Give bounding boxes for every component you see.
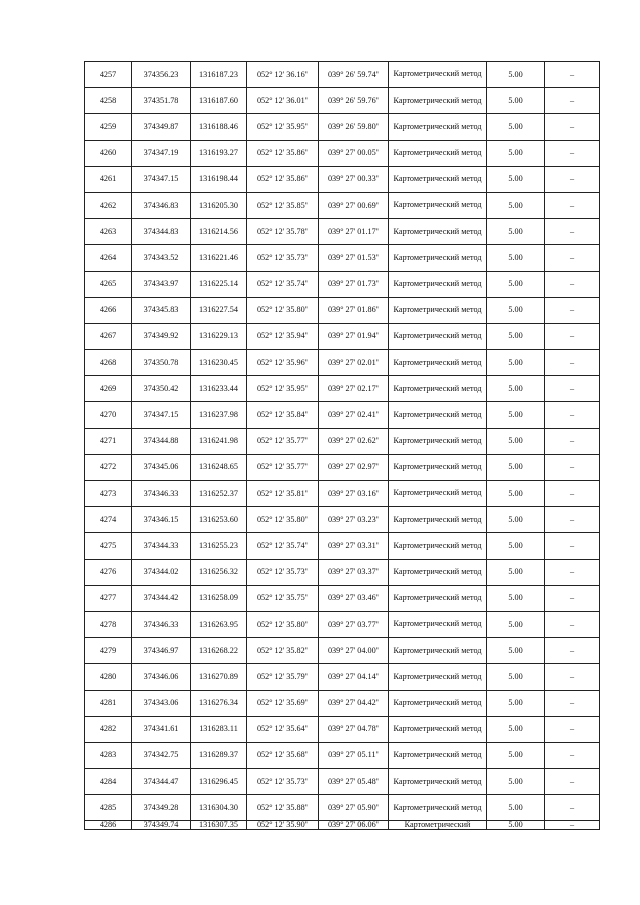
cell-x-coordinate: 374344.02 [132,559,191,585]
table-row [85,297,600,323]
cell-method: Картометрический метод [389,245,487,271]
table-row [85,690,600,716]
cell-note: – [545,219,600,245]
cell-latitude: 052° 12' 35.68" [247,742,319,768]
cell-accuracy: 5.00 [487,114,545,140]
cell-point-number: 4259 [85,114,132,140]
cell-point-number: 4283 [85,742,132,768]
cell-method: Картометрический метод [389,507,487,533]
cell-note: – [545,690,600,716]
cell-latitude: 052° 12' 35.82" [247,638,319,664]
cell-longitude: 039° 27' 03.37" [319,559,389,585]
table-row [85,559,600,585]
cell-x-coordinate: 374345.83 [132,297,191,323]
cell-method: Картометрический метод [389,192,487,218]
cell-longitude: 039° 27' 03.46" [319,585,389,611]
cell-y-coordinate: 1316198.44 [191,166,247,192]
cell-method: Картометрический метод [389,62,487,88]
table-row [85,716,600,742]
cell-note: – [545,297,600,323]
cell-method: Картометрический метод [389,88,487,114]
table-row [85,481,600,507]
cell-latitude: 052° 12' 35.74" [247,533,319,559]
cell-point-number: 4282 [85,716,132,742]
cell-point-number: 4279 [85,638,132,664]
cell-latitude: 052° 12' 35.80" [247,611,319,637]
cell-latitude: 052° 12' 35.75" [247,585,319,611]
cell-y-coordinate: 1316296.45 [191,769,247,795]
cell-method: Картометрический метод [389,795,487,821]
cell-accuracy: 5.00 [487,821,545,830]
cell-longitude: 039° 27' 02.17" [319,376,389,402]
cell-x-coordinate: 374346.33 [132,611,191,637]
cell-longitude: 039° 27' 01.17" [319,219,389,245]
cell-latitude: 052° 12' 35.73" [247,559,319,585]
table-row [85,454,600,480]
cell-y-coordinate: 1316188.46 [191,114,247,140]
cell-note: – [545,245,600,271]
cell-method: Картометрический метод [389,402,487,428]
cell-accuracy: 5.00 [487,638,545,664]
table-row [85,402,600,428]
cell-longitude: 039° 27' 03.77" [319,611,389,637]
cell-latitude: 052° 12' 35.88" [247,795,319,821]
cell-y-coordinate: 1316193.27 [191,140,247,166]
cell-x-coordinate: 374351.78 [132,88,191,114]
cell-longitude: 039° 27' 01.53" [319,245,389,271]
cell-accuracy: 5.00 [487,245,545,271]
cell-x-coordinate: 374349.28 [132,795,191,821]
cell-y-coordinate: 1316241.98 [191,428,247,454]
cell-note: – [545,323,600,349]
cell-latitude: 052° 12' 35.95" [247,114,319,140]
cell-latitude: 052° 12' 35.96" [247,350,319,376]
cell-accuracy: 5.00 [487,271,545,297]
table-row [85,664,600,690]
cell-method: Картометрический метод [389,611,487,637]
cell-longitude: 039° 27' 05.90" [319,795,389,821]
cell-longitude: 039° 27' 05.11" [319,742,389,768]
table-row [85,350,600,376]
cell-x-coordinate: 374341.61 [132,716,191,742]
cell-y-coordinate: 1316253.60 [191,507,247,533]
cell-latitude: 052° 12' 35.74" [247,271,319,297]
cell-point-number: 4281 [85,690,132,716]
table-row [85,114,600,140]
cell-latitude: 052° 12' 35.90" [247,821,319,830]
cell-accuracy: 5.00 [487,611,545,637]
cell-point-number: 4266 [85,297,132,323]
cell-point-number: 4268 [85,350,132,376]
cell-method: Картометрический метод [389,769,487,795]
cell-y-coordinate: 1316270.89 [191,664,247,690]
coordinates-table [84,61,600,830]
cell-y-coordinate: 1316307.35 [191,821,247,830]
cell-x-coordinate: 374343.52 [132,245,191,271]
cell-latitude: 052° 12' 35.77" [247,454,319,480]
cell-x-coordinate: 374346.33 [132,481,191,507]
cell-x-coordinate: 374344.47 [132,769,191,795]
cell-accuracy: 5.00 [487,559,545,585]
cell-accuracy: 5.00 [487,376,545,402]
cell-note: – [545,88,600,114]
cell-longitude: 039° 27' 04.00" [319,638,389,664]
cell-longitude: 039° 27' 00.33" [319,166,389,192]
cell-y-coordinate: 1316252.37 [191,481,247,507]
cell-note: – [545,638,600,664]
cell-accuracy: 5.00 [487,481,545,507]
cell-note: – [545,533,600,559]
cell-x-coordinate: 374344.33 [132,533,191,559]
cell-note: – [545,192,600,218]
cell-latitude: 052° 12' 35.78" [247,219,319,245]
cell-longitude: 039° 27' 01.94" [319,323,389,349]
table-row [85,140,600,166]
cell-longitude: 039° 26' 59.76" [319,88,389,114]
cell-x-coordinate: 374344.88 [132,428,191,454]
cell-longitude: 039° 27' 00.69" [319,192,389,218]
table-row [85,62,600,88]
coordinates-document [84,61,599,830]
cell-point-number: 4272 [85,454,132,480]
cell-method: Картометрический метод [389,638,487,664]
cell-accuracy: 5.00 [487,690,545,716]
cell-y-coordinate: 1316225.14 [191,271,247,297]
cell-accuracy: 5.00 [487,166,545,192]
cell-y-coordinate: 1316276.34 [191,690,247,716]
cell-longitude: 039° 26' 59.80" [319,114,389,140]
cell-longitude: 039° 27' 06.06" [319,821,389,830]
cell-method: Картометрический метод [389,297,487,323]
cell-longitude: 039° 27' 04.42" [319,690,389,716]
cell-latitude: 052° 12' 35.84" [247,402,319,428]
table-row [85,742,600,768]
cell-point-number: 4273 [85,481,132,507]
cell-x-coordinate: 374346.83 [132,192,191,218]
cell-accuracy: 5.00 [487,88,545,114]
cell-y-coordinate: 1316214.56 [191,219,247,245]
cell-y-coordinate: 1316268.22 [191,638,247,664]
cell-y-coordinate: 1316221.46 [191,245,247,271]
cell-method: Картометрический метод [389,114,487,140]
cell-point-number: 4261 [85,166,132,192]
cell-x-coordinate: 374356.23 [132,62,191,88]
cell-method: Картометрический метод [389,559,487,585]
cell-accuracy: 5.00 [487,664,545,690]
cell-latitude: 052° 12' 35.80" [247,297,319,323]
cell-method: Картометрический метод [389,664,487,690]
cell-note: – [545,821,600,830]
cell-note: – [545,454,600,480]
cell-y-coordinate: 1316304.30 [191,795,247,821]
cell-point-number: 4275 [85,533,132,559]
cell-x-coordinate: 374350.78 [132,350,191,376]
cell-accuracy: 5.00 [487,428,545,454]
cell-x-coordinate: 374345.06 [132,454,191,480]
cell-latitude: 052° 12' 35.81" [247,481,319,507]
cell-longitude: 039° 27' 00.05" [319,140,389,166]
cell-accuracy: 5.00 [487,323,545,349]
cell-latitude: 052° 12' 35.94" [247,323,319,349]
table-row [85,507,600,533]
cell-method: Картометрический метод [389,454,487,480]
cell-longitude: 039° 27' 03.31" [319,533,389,559]
cell-y-coordinate: 1316258.09 [191,585,247,611]
cell-longitude: 039° 27' 05.48" [319,769,389,795]
cell-y-coordinate: 1316227.54 [191,297,247,323]
cell-accuracy: 5.00 [487,192,545,218]
cell-latitude: 052° 12' 35.79" [247,664,319,690]
cell-y-coordinate: 1316187.23 [191,62,247,88]
cell-note: – [545,376,600,402]
cell-accuracy: 5.00 [487,585,545,611]
cell-x-coordinate: 374349.74 [132,821,191,830]
cell-y-coordinate: 1316229.13 [191,323,247,349]
table-row [85,638,600,664]
cell-accuracy: 5.00 [487,140,545,166]
table-row [85,611,600,637]
cell-method: Картометрический метод [389,716,487,742]
cell-longitude: 039° 27' 03.23" [319,507,389,533]
cell-x-coordinate: 374343.06 [132,690,191,716]
cell-y-coordinate: 1316289.37 [191,742,247,768]
cell-point-number: 4270 [85,402,132,428]
cell-longitude: 039° 27' 04.78" [319,716,389,742]
cell-accuracy: 5.00 [487,795,545,821]
cell-note: – [545,507,600,533]
cell-longitude: 039° 27' 03.16" [319,481,389,507]
cell-note: – [545,716,600,742]
table-row [85,271,600,297]
table-row [85,821,600,830]
cell-point-number: 4262 [85,192,132,218]
table-row [85,192,600,218]
cell-method: Картометрический метод [389,481,487,507]
cell-method: Картометрический метод [389,166,487,192]
cell-x-coordinate: 374346.15 [132,507,191,533]
cell-point-number: 4271 [85,428,132,454]
table-row [85,533,600,559]
cell-latitude: 052° 12' 35.69" [247,690,319,716]
cell-method: Картометрический метод [389,350,487,376]
cell-point-number: 4285 [85,795,132,821]
cell-note: – [545,62,600,88]
cell-accuracy: 5.00 [487,742,545,768]
cell-x-coordinate: 374349.87 [132,114,191,140]
cell-x-coordinate: 374342.75 [132,742,191,768]
cell-point-number: 4284 [85,769,132,795]
cell-y-coordinate: 1316256.32 [191,559,247,585]
cell-point-number: 4269 [85,376,132,402]
table-row [85,219,600,245]
cell-accuracy: 5.00 [487,507,545,533]
cell-note: – [545,402,600,428]
cell-latitude: 052° 12' 36.16" [247,62,319,88]
table-row [85,585,600,611]
cell-longitude: 039° 27' 02.41" [319,402,389,428]
cell-y-coordinate: 1316237.98 [191,402,247,428]
cell-note: – [545,350,600,376]
cell-y-coordinate: 1316263.95 [191,611,247,637]
cell-latitude: 052° 12' 35.64" [247,716,319,742]
cell-x-coordinate: 374350.42 [132,376,191,402]
cell-method: Картометрический метод [389,742,487,768]
cell-point-number: 4258 [85,88,132,114]
cell-latitude: 052° 12' 35.80" [247,507,319,533]
cell-longitude: 039° 27' 02.01" [319,350,389,376]
cell-note: – [545,795,600,821]
cell-y-coordinate: 1316187.60 [191,88,247,114]
cell-method: Картометрический метод [389,376,487,402]
cell-longitude: 039° 27' 01.73" [319,271,389,297]
cell-method: Картометрический метод [389,140,487,166]
cell-accuracy: 5.00 [487,716,545,742]
cell-latitude: 052° 12' 35.86" [247,166,319,192]
cell-point-number: 4265 [85,271,132,297]
cell-latitude: 052° 12' 36.01" [247,88,319,114]
cell-note: – [545,140,600,166]
cell-latitude: 052° 12' 35.86" [247,140,319,166]
cell-note: – [545,742,600,768]
cell-accuracy: 5.00 [487,533,545,559]
cell-y-coordinate: 1316233.44 [191,376,247,402]
cell-x-coordinate: 374349.92 [132,323,191,349]
cell-latitude: 052° 12' 35.73" [247,769,319,795]
cell-x-coordinate: 374346.06 [132,664,191,690]
cell-method: Картометрический метод [389,690,487,716]
cell-accuracy: 5.00 [487,62,545,88]
cell-x-coordinate: 374347.15 [132,402,191,428]
cell-accuracy: 5.00 [487,769,545,795]
cell-accuracy: 5.00 [487,402,545,428]
cell-latitude: 052° 12' 35.95" [247,376,319,402]
cell-point-number: 4264 [85,245,132,271]
cell-note: – [545,585,600,611]
table-row [85,795,600,821]
cell-y-coordinate: 1316230.45 [191,350,247,376]
table-row [85,323,600,349]
cell-latitude: 052° 12' 35.85" [247,192,319,218]
cell-point-number: 4286 [85,821,132,830]
table-row [85,769,600,795]
cell-x-coordinate: 374343.97 [132,271,191,297]
cell-point-number: 4257 [85,62,132,88]
cell-point-number: 4263 [85,219,132,245]
cell-accuracy: 5.00 [487,297,545,323]
cell-point-number: 4267 [85,323,132,349]
cell-x-coordinate: 374347.15 [132,166,191,192]
table-row [85,88,600,114]
cell-y-coordinate: 1316205.30 [191,192,247,218]
cell-note: – [545,271,600,297]
cell-method: Картометрический метод [389,428,487,454]
cell-point-number: 4280 [85,664,132,690]
cell-method: Картометрический [389,821,487,830]
cell-x-coordinate: 374344.42 [132,585,191,611]
cell-longitude: 039° 27' 01.86" [319,297,389,323]
cell-y-coordinate: 1316283.11 [191,716,247,742]
cell-longitude: 039° 27' 04.14" [319,664,389,690]
cell-point-number: 4276 [85,559,132,585]
cell-note: – [545,166,600,192]
cell-longitude: 039° 27' 02.97" [319,454,389,480]
cell-note: – [545,428,600,454]
cell-note: – [545,559,600,585]
cell-latitude: 052° 12' 35.77" [247,428,319,454]
cell-point-number: 4277 [85,585,132,611]
cell-y-coordinate: 1316255.23 [191,533,247,559]
cell-note: – [545,769,600,795]
cell-x-coordinate: 374347.19 [132,140,191,166]
cell-note: – [545,664,600,690]
table-row [85,245,600,271]
table-body [85,62,600,830]
cell-method: Картометрический метод [389,323,487,349]
cell-method: Картометрический метод [389,585,487,611]
cell-accuracy: 5.00 [487,454,545,480]
cell-x-coordinate: 374344.83 [132,219,191,245]
table-row [85,428,600,454]
cell-accuracy: 5.00 [487,350,545,376]
cell-method: Картометрический метод [389,271,487,297]
cell-note: – [545,611,600,637]
cell-method: Картометрический метод [389,219,487,245]
cell-note: – [545,114,600,140]
cell-longitude: 039° 26' 59.74" [319,62,389,88]
cell-longitude: 039° 27' 02.62" [319,428,389,454]
cell-x-coordinate: 374346.97 [132,638,191,664]
cell-point-number: 4274 [85,507,132,533]
table-row [85,166,600,192]
cell-accuracy: 5.00 [487,219,545,245]
cell-point-number: 4260 [85,140,132,166]
table-row [85,376,600,402]
cell-method: Картометрический метод [389,533,487,559]
cell-note: – [545,481,600,507]
cell-point-number: 4278 [85,611,132,637]
cell-latitude: 052° 12' 35.73" [247,245,319,271]
cell-y-coordinate: 1316248.65 [191,454,247,480]
